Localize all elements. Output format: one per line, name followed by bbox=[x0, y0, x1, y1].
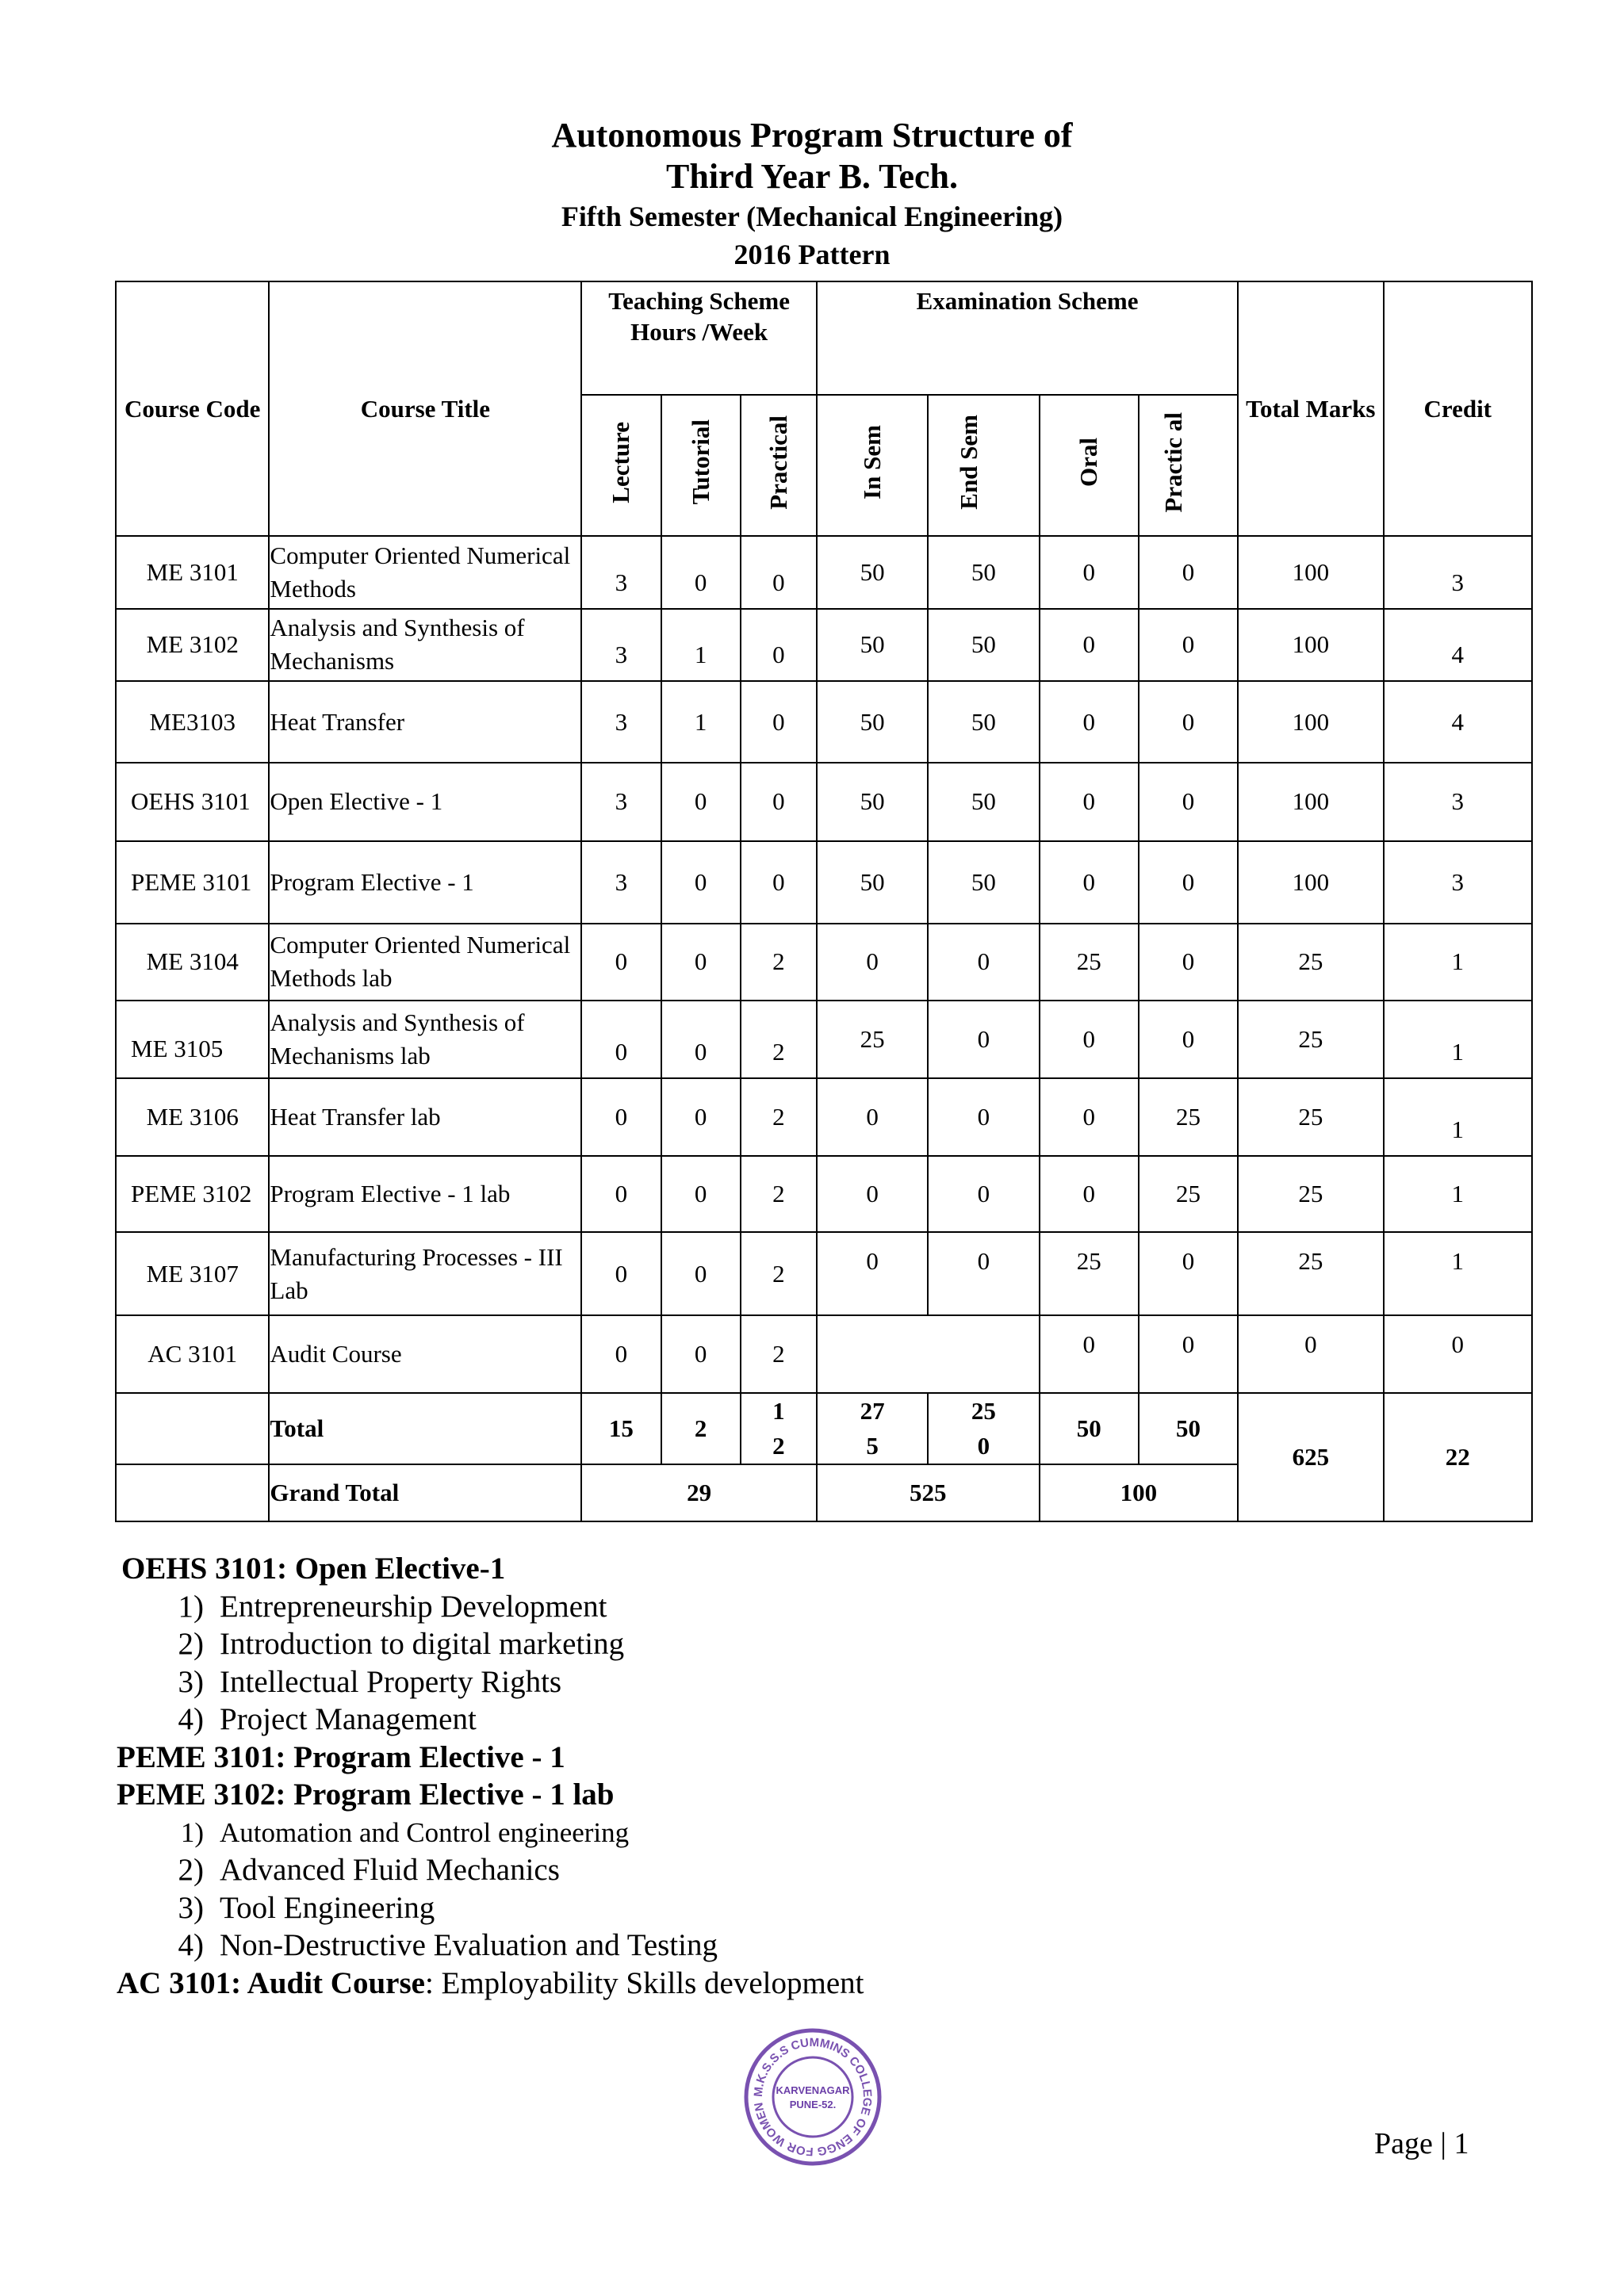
total-marks: 25 bbox=[1238, 1001, 1383, 1078]
in-sem-marks: 0 bbox=[817, 1232, 928, 1315]
tutorial-hours: 0 bbox=[661, 1156, 741, 1233]
course-title: Program Elective - 1 bbox=[269, 841, 581, 924]
svg-text:KARVENAGAR: KARVENAGAR bbox=[776, 2084, 850, 2096]
total-in-sem: 27 5 bbox=[817, 1393, 928, 1465]
table-row bbox=[116, 1001, 1532, 1078]
lecture-hours: 3 bbox=[581, 841, 661, 924]
course-title: Audit Course bbox=[269, 1315, 581, 1393]
practical-marks: 25 bbox=[1139, 1078, 1238, 1156]
credit: 3 bbox=[1384, 763, 1532, 841]
open-elective-heading: OEHS 3101: Open Elective-1 bbox=[121, 1552, 506, 1586]
title-line-4: 2016 Pattern bbox=[733, 239, 891, 270]
course-title: Manufacturing Processes - III Lab bbox=[269, 1232, 581, 1315]
grand-total-theory: 525 bbox=[817, 1464, 1040, 1521]
course-code: PEME 3102 bbox=[116, 1156, 269, 1233]
in-sem-marks: 0 bbox=[817, 1078, 928, 1156]
end-sem-marks: 50 bbox=[928, 536, 1039, 609]
course-code: ME3103 bbox=[116, 681, 269, 763]
svg-text:M.K.S.S.S CUMMINS COLLEGE OF E: M.K.S.S.S CUMMINS COLLEGE OF ENGG FOR WOMEN bbox=[751, 2035, 875, 2159]
credit: 1 bbox=[1384, 1001, 1532, 1078]
tutorial-hours: 0 bbox=[661, 1001, 741, 1078]
practical-hours: 2 bbox=[741, 924, 817, 1001]
in-sem-marks: 50 bbox=[817, 609, 928, 682]
total-tutorial: 2 bbox=[661, 1393, 741, 1465]
total-marks: 25 bbox=[1238, 1232, 1383, 1315]
end-sem-marks: 0 bbox=[928, 1232, 1039, 1315]
total-marks: 25 bbox=[1238, 924, 1383, 1001]
practical-hours: 2 bbox=[741, 1001, 817, 1078]
in-sem-marks: 50 bbox=[817, 841, 928, 924]
tutorial-header: Tutorial bbox=[661, 395, 741, 536]
course-code: ME 3107 bbox=[116, 1232, 269, 1315]
end-sem-marks: 50 bbox=[928, 609, 1039, 682]
table-row bbox=[116, 681, 1532, 763]
total-marks: 100 bbox=[1238, 536, 1383, 609]
total-marks: 100 bbox=[1238, 763, 1383, 841]
course-code: PEME 3101 bbox=[116, 841, 269, 924]
course-code: OEHS 3101 bbox=[116, 763, 269, 841]
end-sem-marks: 50 bbox=[928, 763, 1039, 841]
grand-total-teaching: 29 bbox=[581, 1464, 817, 1521]
list-item: 4) Project Management bbox=[178, 1702, 477, 1736]
total-marks: 100 bbox=[1238, 841, 1383, 924]
total-marks: 25 bbox=[1238, 1156, 1383, 1233]
course-title-header: Course Title bbox=[269, 281, 581, 536]
lecture-hours: 0 bbox=[581, 1232, 661, 1315]
title-line-2: Third Year B. Tech. bbox=[666, 157, 958, 196]
lecture-hours: 0 bbox=[581, 1315, 661, 1393]
course-code: ME 3105 bbox=[116, 1001, 269, 1078]
program-elective-list bbox=[117, 1814, 864, 1965]
tutorial-hours: 0 bbox=[661, 1315, 741, 1393]
tutorial-hours: 0 bbox=[661, 763, 741, 841]
title-line-3: Fifth Semester (Mechanical Engineering) bbox=[561, 201, 1063, 232]
end-sem-marks: 50 bbox=[928, 841, 1039, 924]
total-label: Total bbox=[269, 1393, 581, 1465]
audit-course-line: AC 3101: Audit Course: Employability Skills development bbox=[117, 1965, 864, 2000]
credit: 1 bbox=[1384, 1156, 1532, 1233]
total-marks: 100 bbox=[1238, 609, 1383, 682]
lecture-hours: 3 bbox=[581, 536, 661, 609]
list-item: 2) Advanced Fluid Mechanics bbox=[178, 1853, 560, 1887]
credit: 3 bbox=[1384, 536, 1532, 609]
in-sem-marks: 25 bbox=[817, 1001, 928, 1078]
practical-hours: 0 bbox=[741, 681, 817, 763]
in-end-sem-marks-blank bbox=[817, 1315, 1040, 1393]
practical-marks: 0 bbox=[1139, 1315, 1238, 1393]
total-marks: 0 bbox=[1238, 1315, 1383, 1393]
end-sem-marks: 0 bbox=[928, 1156, 1039, 1233]
credit: 3 bbox=[1384, 841, 1532, 924]
credit: 4 bbox=[1384, 609, 1532, 682]
end-sem-marks: 0 bbox=[928, 924, 1039, 1001]
practical-hours: 0 bbox=[741, 609, 817, 682]
practical-hours: 0 bbox=[741, 763, 817, 841]
end-sem-marks: 0 bbox=[928, 1001, 1039, 1078]
list-item: 3) Intellectual Property Rights bbox=[178, 1664, 562, 1699]
grand-total-practical: 100 bbox=[1040, 1464, 1239, 1521]
total-end-sem: 25 0 bbox=[928, 1393, 1039, 1465]
svg-text:PUNE-52.: PUNE-52. bbox=[789, 2099, 837, 2110]
lecture-hours: 0 bbox=[581, 1156, 661, 1233]
lecture-hours: 0 bbox=[581, 1001, 661, 1078]
oral-marks: 0 bbox=[1040, 681, 1139, 763]
credit: 1 bbox=[1384, 924, 1532, 1001]
practical-marks: 0 bbox=[1139, 681, 1238, 763]
oral-marks: 0 bbox=[1040, 763, 1139, 841]
open-elective-list bbox=[117, 1588, 864, 1739]
practical-hours: 2 bbox=[741, 1315, 817, 1393]
tutorial-hours: 0 bbox=[661, 1078, 741, 1156]
oral-marks: 0 bbox=[1040, 1315, 1139, 1393]
program-elective-heading: PEME 3101: Program Elective - 1 bbox=[117, 1739, 565, 1774]
credit: 1 bbox=[1384, 1232, 1532, 1315]
course-code: ME 3101 bbox=[116, 536, 269, 609]
lecture-hours: 0 bbox=[581, 924, 661, 1001]
practical-marks: 0 bbox=[1139, 841, 1238, 924]
practical-hours: 2 bbox=[741, 1156, 817, 1233]
total-row bbox=[116, 1393, 1532, 1465]
practical-marks: 0 bbox=[1139, 1001, 1238, 1078]
table-row bbox=[116, 609, 1532, 682]
page-number: Page | 1 bbox=[1374, 2127, 1469, 2160]
table-row bbox=[116, 1156, 1532, 1233]
program-structure-table bbox=[115, 281, 1533, 1522]
oral-marks: 0 bbox=[1040, 1156, 1139, 1233]
title-line-1: Autonomous Program Structure of bbox=[551, 116, 1073, 155]
oral-header: Oral bbox=[1040, 395, 1139, 536]
tutorial-hours: 1 bbox=[661, 609, 741, 682]
total-practic: 50 bbox=[1139, 1393, 1238, 1465]
list-item: 2) Introduction to digital marketing bbox=[178, 1627, 625, 1661]
practical-marks: 0 bbox=[1139, 609, 1238, 682]
table-row bbox=[116, 1315, 1532, 1393]
practic-header: Practic al bbox=[1139, 395, 1238, 536]
end-sem-marks: 0 bbox=[928, 1078, 1039, 1156]
table-row bbox=[116, 536, 1532, 609]
practical-marks: 25 bbox=[1139, 1156, 1238, 1233]
list-item: 1) Entrepreneurship Development bbox=[178, 1589, 607, 1624]
total-marks: 25 bbox=[1238, 1078, 1383, 1156]
college-seal-stamp bbox=[741, 2026, 884, 2168]
total-practical: 1 2 bbox=[741, 1393, 817, 1465]
oral-marks: 25 bbox=[1040, 1232, 1139, 1315]
table-row bbox=[116, 841, 1532, 924]
oral-marks: 0 bbox=[1040, 1001, 1139, 1078]
credit: 4 bbox=[1384, 681, 1532, 763]
oral-marks: 0 bbox=[1040, 536, 1139, 609]
examination-scheme-header: Examination Scheme bbox=[817, 281, 1238, 395]
in-sem-header: In Sem bbox=[817, 395, 928, 536]
oral-marks: 0 bbox=[1040, 1078, 1139, 1156]
total-marks-header: Total Marks bbox=[1238, 281, 1383, 536]
list-item: 1) Automation and Control engineering bbox=[180, 1816, 630, 1848]
course-title: Heat Transfer bbox=[269, 681, 581, 763]
practical-header: Practical bbox=[741, 395, 817, 536]
credit: 1 bbox=[1384, 1078, 1532, 1156]
in-sem-marks: 0 bbox=[817, 1156, 928, 1233]
practical-hours: 2 bbox=[741, 1232, 817, 1315]
program-elective-lab-heading: PEME 3102: Program Elective - 1 lab bbox=[117, 1777, 615, 1812]
end-sem-marks: 50 bbox=[928, 681, 1039, 763]
total-oral: 50 bbox=[1040, 1393, 1139, 1465]
table-row bbox=[116, 1232, 1532, 1315]
list-item: 3) Tool Engineering bbox=[178, 1890, 435, 1925]
tutorial-hours: 1 bbox=[661, 681, 741, 763]
elective-notes bbox=[117, 1550, 864, 2002]
practical-marks: 0 bbox=[1139, 924, 1238, 1001]
course-title: Computer Oriented Numerical Methods lab bbox=[269, 924, 581, 1001]
credit-header: Credit bbox=[1384, 281, 1532, 536]
lecture-hours: 3 bbox=[581, 609, 661, 682]
grand-total-label: Grand Total bbox=[269, 1464, 581, 1521]
lecture-header: Lecture bbox=[581, 395, 661, 536]
lecture-hours: 0 bbox=[581, 1078, 661, 1156]
in-sem-marks: 50 bbox=[817, 763, 928, 841]
practical-hours: 0 bbox=[741, 536, 817, 609]
tutorial-hours: 0 bbox=[661, 1232, 741, 1315]
oral-marks: 0 bbox=[1040, 609, 1139, 682]
tutorial-hours: 0 bbox=[661, 841, 741, 924]
grand-total-code-blank bbox=[116, 1464, 269, 1521]
lecture-hours: 3 bbox=[581, 681, 661, 763]
tutorial-hours: 0 bbox=[661, 924, 741, 1001]
course-code: AC 3101 bbox=[116, 1315, 269, 1393]
lecture-hours: 3 bbox=[581, 763, 661, 841]
in-sem-marks: 50 bbox=[817, 681, 928, 763]
practical-marks: 0 bbox=[1139, 763, 1238, 841]
teaching-scheme-header: Teaching Scheme Hours /Week bbox=[581, 281, 817, 395]
oral-marks: 0 bbox=[1040, 841, 1139, 924]
course-code: ME 3102 bbox=[116, 609, 269, 682]
in-sem-marks: 50 bbox=[817, 536, 928, 609]
course-title: Heat Transfer lab bbox=[269, 1078, 581, 1156]
practical-marks: 0 bbox=[1139, 1232, 1238, 1315]
course-title: Analysis and Synthesis of Mechanisms lab bbox=[269, 1001, 581, 1078]
end-sem-header: End Sem bbox=[928, 395, 1039, 536]
course-code-header: Course Code bbox=[116, 281, 269, 536]
practical-hours: 0 bbox=[741, 841, 817, 924]
course-title: Computer Oriented Numerical Methods bbox=[269, 536, 581, 609]
course-code: ME 3104 bbox=[116, 924, 269, 1001]
practical-hours: 2 bbox=[741, 1078, 817, 1156]
total-code-blank bbox=[116, 1393, 269, 1465]
course-title: Open Elective - 1 bbox=[269, 763, 581, 841]
grand-total-credit: 22 bbox=[1384, 1393, 1532, 1521]
list-item: 4) Non-Destructive Evaluation and Testing bbox=[178, 1928, 718, 1962]
practical-marks: 0 bbox=[1139, 536, 1238, 609]
document-header bbox=[0, 115, 1624, 274]
credit: 0 bbox=[1384, 1315, 1532, 1393]
oral-marks: 25 bbox=[1040, 924, 1139, 1001]
table-row bbox=[116, 1078, 1532, 1156]
total-lecture: 15 bbox=[581, 1393, 661, 1465]
course-code: ME 3106 bbox=[116, 1078, 269, 1156]
in-sem-marks: 0 bbox=[817, 924, 928, 1001]
total-marks: 100 bbox=[1238, 681, 1383, 763]
grand-total-marks: 625 bbox=[1238, 1393, 1383, 1521]
table-row bbox=[116, 763, 1532, 841]
course-title: Analysis and Synthesis of Mechanisms bbox=[269, 609, 581, 682]
course-title: Program Elective - 1 lab bbox=[269, 1156, 581, 1233]
tutorial-hours: 0 bbox=[661, 536, 741, 609]
table-row bbox=[116, 924, 1532, 1001]
